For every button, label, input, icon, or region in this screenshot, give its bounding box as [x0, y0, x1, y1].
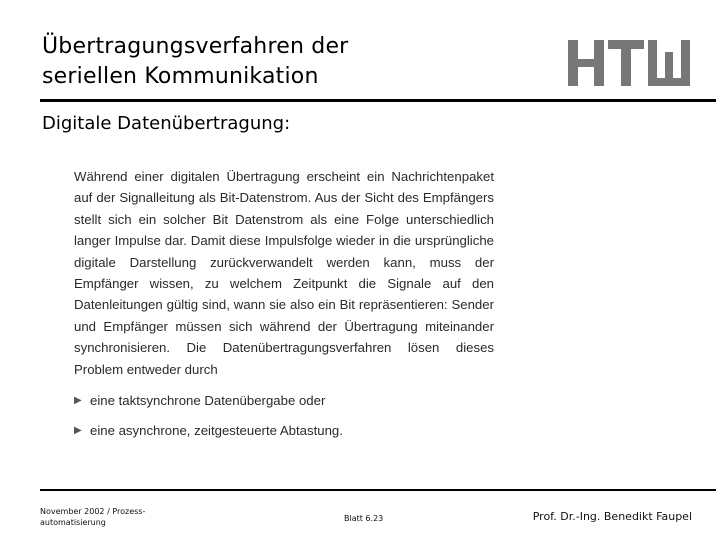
footer-author: Prof. Dr.-Ing. Benedikt Faupel — [532, 510, 692, 523]
content-block — [74, 166, 494, 451]
footer-rule — [40, 489, 716, 491]
bullet-list — [74, 390, 494, 442]
bullet-arrow-icon: ▶ — [74, 395, 82, 407]
bullet-text: eine asynchrone, zeitgesteuerte Abtastung. — [90, 423, 343, 439]
body-paragraph: Während einer digitalen Übertragung erscheint ein Nachrichtenpaket auf der Signalleitung als Bit-Datenstrom. Aus der Sicht des Empfängers stellt sich ein solcher Bit Datenstrom als eine Folge unterschiedlich langer Impulse dar. Damit diese Impulsfolge wieder in die ursprüngliche digitale Darstellung zurückverwandelt werden kann, muss der Empfänger wissen, zu welchem Zeitpunkt die Signale auf den Datenleitungen gültig sind, wann sie also ein Bit repräsentieren: Sender und Empfänger müssen sich während der Übertragung miteinander synchronisieren. Die Datenübertragungsverfahren lösen dieses Problem entweder durch — [74, 169, 494, 377]
title-line-1: Übertragungsverfahren der — [42, 34, 349, 59]
footer-left-line-1: November 2002 / Prozess- — [40, 507, 146, 516]
bullet-item — [74, 420, 494, 441]
section-subtitle: Digitale Datenübertragung: — [42, 113, 291, 134]
bullet-text: eine taktsynchrone Datenübergabe oder — [90, 393, 326, 409]
slide-title — [42, 32, 522, 92]
title-line-2: seriellen Kommunikation — [42, 64, 319, 89]
footer-date-course — [40, 506, 145, 528]
footer-page-number: Blatt 6.23 — [344, 514, 384, 523]
bullet-arrow-icon: ▶ — [74, 425, 82, 437]
footer-left-line-2: automatisierung — [40, 518, 106, 527]
header-rule — [40, 99, 716, 102]
bullet-item — [74, 390, 494, 411]
htw-logo — [568, 38, 692, 94]
